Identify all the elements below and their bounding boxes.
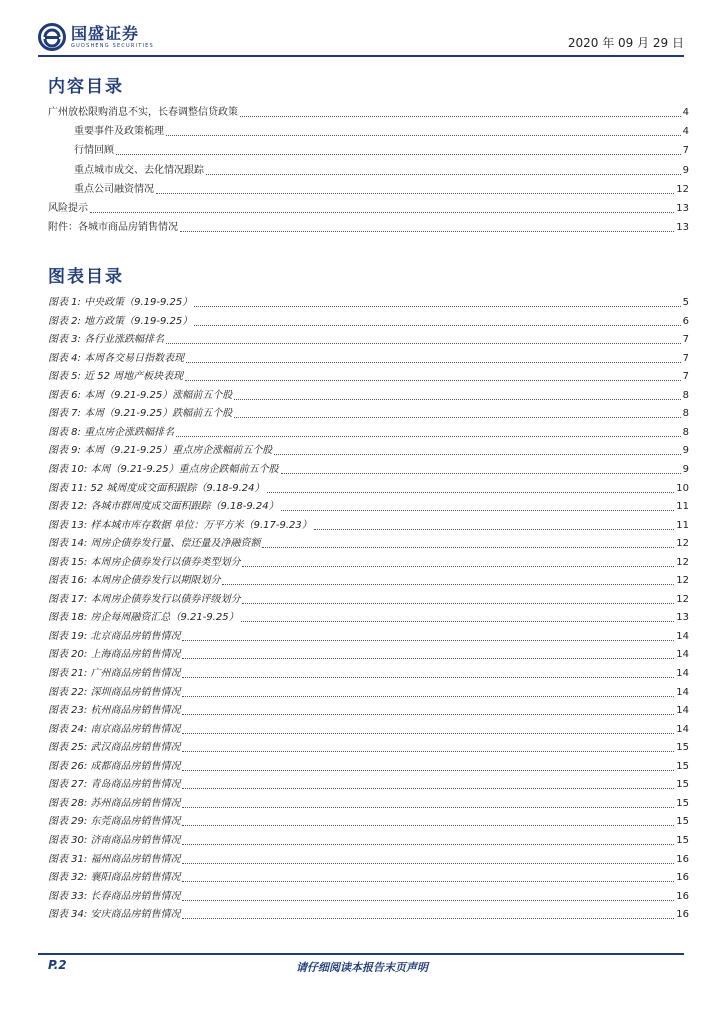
dot-leader <box>182 732 674 734</box>
disclaimer-note: 请仔细阅读本报告末页声明 <box>296 961 428 974</box>
figure-entry[interactable] <box>48 867 689 885</box>
figure-entry-page: 7 <box>682 371 689 383</box>
figure-entry-page: 12 <box>676 575 689 587</box>
toc-entry-page: 4 <box>682 107 689 118</box>
company-logo <box>38 22 154 52</box>
toc-entry[interactable] <box>74 160 689 178</box>
dot-leader <box>182 843 674 845</box>
toc-entry[interactable] <box>48 102 689 120</box>
toc-entry-label: 重要事件及政策梳理 <box>74 126 164 138</box>
figure-entry[interactable] <box>48 811 689 829</box>
figure-entry-label: 图表 30: 济南商品房销售情况 <box>48 834 181 846</box>
figure-entry-label: 图表 14: 周房企债券发行量、偿还量及净融资额 <box>48 538 261 550</box>
toc-entry[interactable] <box>74 140 689 158</box>
dot-leader <box>234 416 680 418</box>
toc-entry-label: 广州放松限购消息不实，长春调整信贷政策 <box>48 107 238 118</box>
figure-entry-page: 12 <box>676 593 689 605</box>
figure-entry-page: 7 <box>682 352 689 364</box>
figure-entry[interactable] <box>48 589 689 607</box>
figure-entry[interactable] <box>48 737 689 755</box>
figure-entry-page: 15 <box>676 834 689 846</box>
figure-entry-page: 10 <box>676 482 689 494</box>
dot-leader <box>262 546 674 548</box>
figure-entry-page: 16 <box>676 872 689 884</box>
figure-entry-label: 图表 6: 本周（9.21-9.25）涨幅前五个股 <box>48 389 233 401</box>
figure-entry-label: 图表 10: 本周（9.21-9.25）重点房企跌幅前五个股 <box>48 463 279 475</box>
dot-leader <box>182 899 674 901</box>
dot-leader <box>274 453 680 455</box>
figure-entry-page: 15 <box>676 760 689 772</box>
figure-entry-page: 14 <box>676 723 689 735</box>
figure-entry[interactable] <box>48 292 689 310</box>
dot-leader <box>182 862 674 864</box>
toc-entry-label: 行情回顾 <box>74 145 114 157</box>
figure-entry-page: 5 <box>682 297 689 308</box>
toc-entry-label: 风险提示 <box>48 203 88 214</box>
dot-leader <box>182 676 674 678</box>
toc-entry-label: 重点城市成交、去化情况跟踪 <box>74 164 204 176</box>
figure-entry[interactable] <box>48 570 689 588</box>
dot-leader <box>166 134 681 136</box>
toc-entry-page: 12 <box>676 183 689 195</box>
dot-leader <box>242 602 674 604</box>
figure-entry-page: 14 <box>676 630 689 642</box>
figure-entry-label: 图表 31: 福州商品房销售情况 <box>48 853 181 865</box>
figure-entry-page: 15 <box>676 779 689 791</box>
dot-leader <box>176 435 681 437</box>
figure-entry[interactable] <box>48 533 689 551</box>
figure-entry[interactable] <box>48 385 689 403</box>
figure-entry[interactable] <box>48 329 689 347</box>
toc-entry[interactable] <box>48 217 689 235</box>
logo-en-text: GUOSHENG SECURITIES <box>71 42 154 49</box>
figure-entry-label: 图表 4: 本周各交易日指数表现 <box>48 352 185 364</box>
toc-entry-page: 13 <box>676 222 689 234</box>
logo-cn-text: 国盛证券 <box>71 23 140 43</box>
figure-entry-page: 16 <box>676 909 689 921</box>
figure-entry[interactable] <box>48 515 689 533</box>
figure-entry-label: 图表 12: 各城市群周度成交面积跟踪（9.18-9.24） <box>48 501 279 513</box>
figure-entry-page: 14 <box>676 686 689 698</box>
dot-leader <box>90 211 674 213</box>
figure-entry-label: 图表 24: 南京商品房销售情况 <box>48 723 181 735</box>
dot-leader <box>281 472 681 474</box>
toc-entry-page: 7 <box>682 145 689 157</box>
figure-entry[interactable] <box>48 886 689 904</box>
figure-entry-label: 图表 13: 样本城市库存数据 单位：万平方米（9.17-9.23） <box>48 519 312 531</box>
figure-entry[interactable] <box>48 793 689 811</box>
dot-leader <box>116 153 681 155</box>
figure-entry-label: 图表 15: 本周房企债券发行以债券类型划分 <box>48 556 241 568</box>
figure-entry-label: 图表 32: 襄阳商品房销售情况 <box>48 872 181 884</box>
dot-leader <box>182 880 674 882</box>
figure-entry[interactable] <box>48 904 689 922</box>
figure-entry-label: 图表 33: 长春商品房销售情况 <box>48 890 181 902</box>
dot-leader <box>314 528 674 530</box>
figure-entry[interactable] <box>48 719 689 737</box>
dot-leader <box>182 750 674 752</box>
figure-entry-label: 图表 11: 52 城周度成交面积跟踪（9.18-9.24） <box>48 482 265 494</box>
guosheng-logo-icon <box>38 23 66 51</box>
dot-leader <box>206 173 681 175</box>
figure-entry-label: 图表 26: 成都商品房销售情况 <box>48 760 181 772</box>
footer-divider <box>38 953 684 955</box>
figure-entry-label: 图表 20: 上海商品房销售情况 <box>48 649 181 661</box>
toc-entry-page: 9 <box>682 164 689 176</box>
figure-entry-label: 图表 18: 房企每周融资汇总（9.21-9.25） <box>48 612 239 624</box>
figure-entry[interactable] <box>48 756 689 774</box>
figure-entry-page: 16 <box>676 853 689 865</box>
dot-leader <box>182 657 674 659</box>
figure-entry-page: 14 <box>676 668 689 679</box>
figure-entry-label: 图表 5: 近 52 周地产板块表现 <box>48 371 184 383</box>
figure-entry-page: 8 <box>682 426 689 438</box>
figure-entry[interactable] <box>48 459 689 477</box>
dot-leader <box>194 324 680 326</box>
dot-leader <box>156 192 674 194</box>
figure-entry-label: 图表 28: 苏州商品房销售情况 <box>48 797 181 809</box>
figure-entry-label: 图表 3: 各行业涨跌幅排名 <box>48 334 165 346</box>
figure-entry-label: 图表 2: 地方政策（9.19-9.25） <box>48 315 193 327</box>
figure-entry-label: 图表 21: 广州商品房销售情况 <box>48 668 181 679</box>
figure-entry[interactable] <box>48 700 689 718</box>
dot-leader <box>182 769 674 771</box>
figure-entry-page: 15 <box>676 816 689 828</box>
dot-leader <box>267 491 675 493</box>
dot-leader <box>182 806 674 808</box>
dot-leader <box>185 379 680 381</box>
figure-entry-page: 16 <box>676 890 689 902</box>
figure-entry-label: 图表 29: 东莞商品房销售情况 <box>48 816 181 828</box>
toc-entry[interactable] <box>74 121 689 139</box>
figure-entry[interactable] <box>48 311 689 329</box>
figure-entry[interactable] <box>48 440 689 458</box>
toc-entry[interactable] <box>74 179 689 197</box>
figure-entry[interactable] <box>48 849 689 867</box>
figure-entry[interactable] <box>48 626 689 644</box>
figure-entry-label: 图表 22: 深圳商品房销售情况 <box>48 686 181 698</box>
toc-entry-page: 13 <box>676 203 689 214</box>
figure-entry-page: 8 <box>682 408 689 420</box>
figures-title: 图表目录 <box>48 267 124 287</box>
dot-leader <box>222 583 674 585</box>
figure-entry-label: 图表 7: 本周（9.21-9.25）跌幅前五个股 <box>48 408 233 420</box>
dot-leader <box>194 305 680 307</box>
figure-entry[interactable] <box>48 478 689 496</box>
dot-leader <box>166 342 681 344</box>
figure-entry-label: 图表 25: 武汉商品房销售情况 <box>48 742 181 754</box>
figure-entry[interactable] <box>48 496 689 514</box>
dot-leader <box>241 620 675 622</box>
toc-entry[interactable] <box>48 198 689 216</box>
figure-entry-page: 13 <box>676 612 689 624</box>
figure-entry-label: 图表 17: 本周房企债券发行以债券评级划分 <box>48 593 241 605</box>
figure-entry-page: 9 <box>682 445 689 457</box>
figure-entry[interactable] <box>48 366 689 384</box>
figure-entry-label: 图表 16: 本周房企债券发行以期限划分 <box>48 575 221 587</box>
dot-leader <box>182 695 674 697</box>
figure-entry[interactable] <box>48 774 689 792</box>
dot-leader <box>182 824 674 826</box>
toc-title: 内容目录 <box>48 77 124 97</box>
figure-entry[interactable] <box>48 682 689 700</box>
figure-entry-label: 图表 1: 中央政策（9.19-9.25） <box>48 297 193 308</box>
figure-entry-page: 11 <box>676 501 689 513</box>
dot-leader <box>242 565 674 567</box>
dot-leader <box>182 713 674 715</box>
figure-entry[interactable] <box>48 663 689 681</box>
dot-leader <box>182 639 674 641</box>
figure-entry[interactable] <box>48 403 689 421</box>
dot-leader <box>182 787 674 789</box>
figure-entry-label: 图表 27: 青岛商品房销售情况 <box>48 779 181 791</box>
figure-entry-page: 14 <box>676 649 689 661</box>
figure-entry-page: 6 <box>682 315 689 327</box>
dot-leader <box>281 509 675 511</box>
figure-entry-page: 15 <box>676 797 689 809</box>
dot-leader <box>180 230 674 232</box>
figure-entry-label: 图表 19: 北京商品房销售情况 <box>48 630 181 642</box>
page-number: P.2 <box>48 958 67 972</box>
figure-entry[interactable] <box>48 422 689 440</box>
figure-entry-page: 12 <box>676 538 689 550</box>
toc-entry-page: 4 <box>682 126 689 138</box>
toc-entry-label: 附件：各城市商品房销售情况 <box>48 222 178 234</box>
figure-entry-label: 图表 9: 本周（9.21-9.25）重点房企涨幅前五个股 <box>48 445 273 457</box>
dot-leader <box>182 917 674 919</box>
figure-entry-page: 9 <box>682 463 689 475</box>
figure-entry[interactable] <box>48 348 689 366</box>
figure-entry-label: 图表 8: 重点房企涨跌幅排名 <box>48 426 175 438</box>
figure-entry-page: 7 <box>682 334 689 346</box>
dot-leader <box>234 398 680 400</box>
dot-leader <box>186 361 681 363</box>
page-header <box>38 18 684 56</box>
report-date: 2020 年 09 月 29 日 <box>567 36 684 50</box>
figure-entry-page: 15 <box>676 742 689 754</box>
figure-entry-page: 14 <box>676 705 689 717</box>
figure-entry-page: 8 <box>682 389 689 401</box>
figure-entry[interactable] <box>48 607 689 625</box>
figure-entry[interactable] <box>48 552 689 570</box>
figure-entry-label: 图表 34: 安庆商品房销售情况 <box>48 909 181 921</box>
figure-entry-page: 11 <box>676 519 689 531</box>
figure-entry-label: 图表 23: 杭州商品房销售情况 <box>48 705 181 717</box>
figure-entry[interactable] <box>48 644 689 662</box>
figure-entry[interactable] <box>48 830 689 848</box>
dot-leader <box>240 115 681 117</box>
header-divider <box>38 55 684 57</box>
figure-entry-page: 12 <box>676 556 689 568</box>
toc-entry-label: 重点公司融资情况 <box>74 183 154 195</box>
